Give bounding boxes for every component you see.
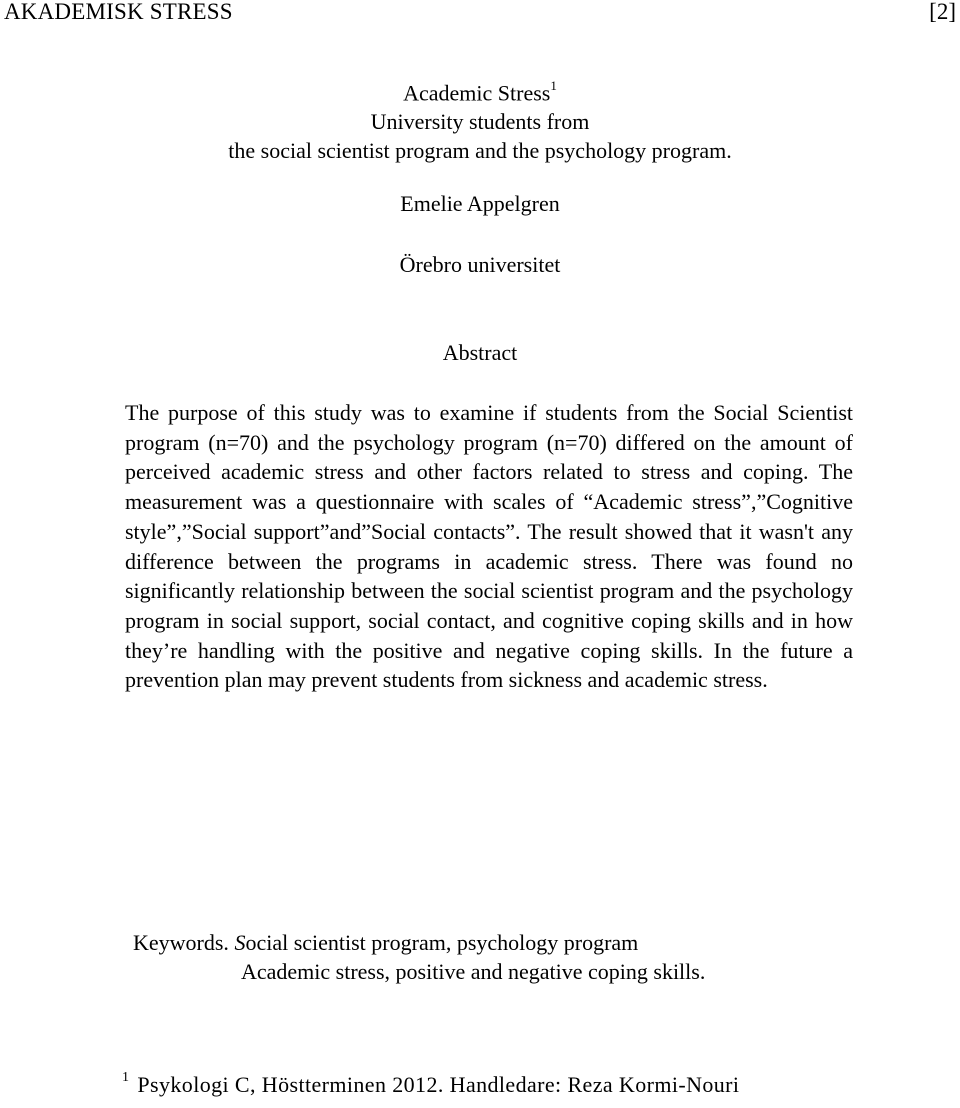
title-line-1: Academic Stress$^1$ [403, 78, 557, 106]
keywords-line-2: Academic stress, positive and negative coping skills. [241, 959, 706, 984]
running-head-title: AKADEMISK STRESS [4, 0, 233, 24]
footnote-text: Psykologi C, Höstterminen 2012. Handledare: Reza Kormi-Nouri [137, 1072, 740, 1097]
keywords-first-letter: S [234, 930, 246, 955]
abstract-body: The purpose of this study was to examine if students from the Social Scientist program (n=70) and the psychology program (n=70) differed on the amount of perceived academic stress and other factors related to stress and coping. The measurement was a questionnaire with scales of “Academic stress”,”Cognitive style”,”Social support”and”Social contacts”. The result showed that it wasn't any difference between the programs in academic stress. There was found no significantly relationship between the social scientist program and the psychology program in social support, social contact, and cognitive coping skills and in how they’re handling with the positive and negative coping skills. In the future a prevention plan may prevent students from sickness and academic stress. [125, 400, 853, 693]
abstract-heading: Abstract [442, 340, 518, 365]
footnote [122, 1069, 740, 1098]
keywords-line-1-rest: ocial scientist program, psychology program [245, 930, 639, 955]
title-line-3: the social scientist program and the psychology program. [228, 138, 732, 164]
footnote-mark: 1 [122, 1069, 130, 1085]
paper-title [0, 73, 960, 165]
author-name: Emelie Appelgren [400, 191, 560, 216]
keywords-line-1 [133, 930, 638, 956]
title-footnote-mark: 1 [550, 78, 557, 93]
page-number: [2] [929, 0, 956, 24]
keywords-label: Keywords. [133, 930, 229, 955]
title-line-2: University students from [370, 109, 590, 135]
affiliation: Örebro universitet [399, 252, 561, 277]
